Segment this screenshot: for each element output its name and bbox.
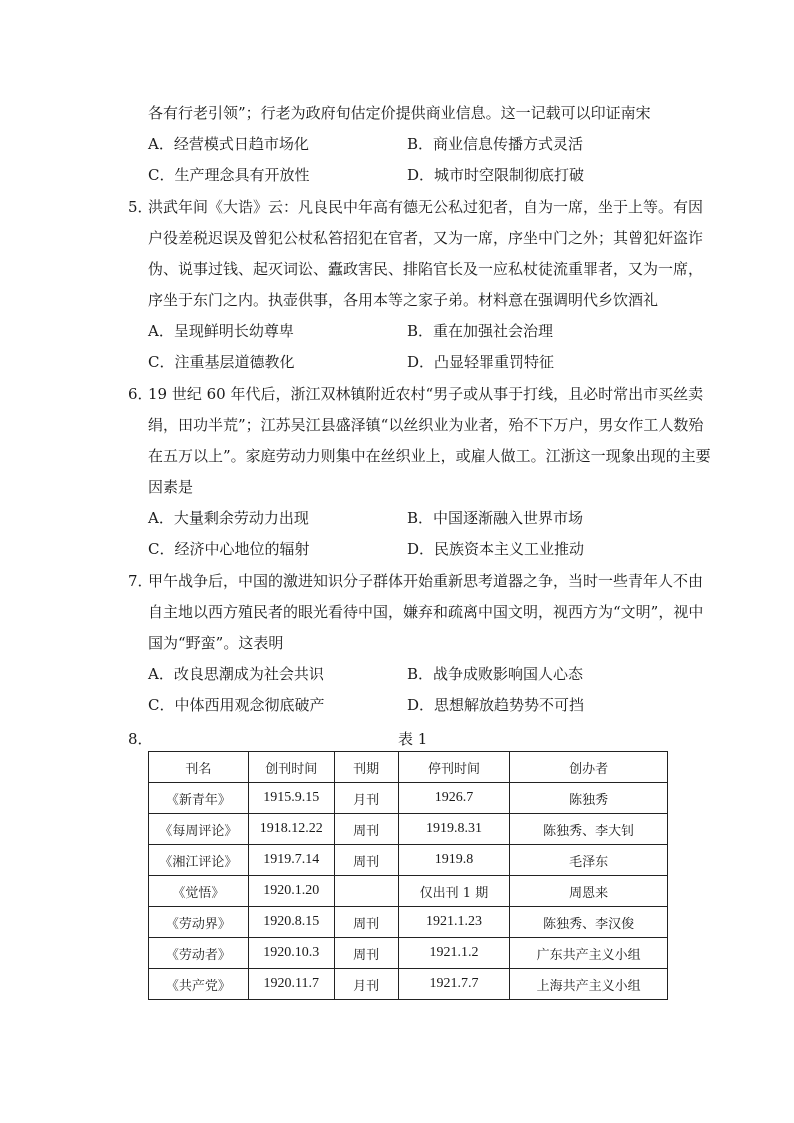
table-cell: 月刊 <box>334 969 398 1000</box>
q6-option-a: A．大量剩余劳动力出现 <box>148 509 309 527</box>
table-cell: 1921.1.23 <box>398 907 510 938</box>
q6-stem-line-1: 19 世纪 60 年代后，浙江双林镇附近农村“男子或从事于打线，且必时常出市买丝卖 <box>148 385 704 403</box>
table-cell: 周刊 <box>334 845 398 876</box>
table-cell: 1918.12.22 <box>248 814 334 845</box>
table-cell: 周刊 <box>334 907 398 938</box>
q4-stem-line: 各有行老引领”；行老为政府旬估定价提供商业信息。这一记载可以印证南宋 <box>148 104 651 122</box>
q4-option-b: B．商业信息传播方式灵活 <box>407 135 584 153</box>
table-cell: 广东共产主义小组 <box>510 938 668 969</box>
q6-stem-line-3: 在五万以上”。家庭劳动力则集中在丝织业上，或雇人做工。江浙这一现象出现的主要 <box>148 447 711 465</box>
q6-number: 6． <box>128 385 153 403</box>
table-row <box>149 969 668 1000</box>
table-cell: 《每周评论》 <box>149 814 249 845</box>
q7-stem-line-2: 自主地以西方殖民者的眼光看待中国，嫌弃和疏离中国文明，视西方为“文明”，视中 <box>148 603 704 621</box>
q4-option-c: C．生产理念具有开放性 <box>148 166 310 184</box>
table-cell: 周恩来 <box>510 876 668 907</box>
table-cell: 1919.7.14 <box>248 845 334 876</box>
table-cell: 《湘江评论》 <box>149 845 249 876</box>
table-cell: 周刊 <box>334 938 398 969</box>
q5-stem-line-3: 伪、说事过钱、起灭词讼、蠹政害民、排陷官长及一应私杖徒流重罪者，又为一席， <box>148 260 704 278</box>
header-cell: 刊名 <box>149 752 249 783</box>
q4-option-a: A．经营模式日趋市场化 <box>148 135 309 153</box>
q5-stem-line-2: 户役差税迟误及曾犯公杖私笞招犯在官者，又为一席，序坐中门之外；其曾犯奸盗诈 <box>148 229 704 247</box>
table-cell: 陈独秀 <box>510 783 668 814</box>
q6-option-d: D．民族资本主义工业推动 <box>407 540 585 558</box>
table-cell: 1920.10.3 <box>248 938 334 969</box>
q7-stem-line-1: 甲午战争后，中国的激进知识分子群体开始重新思考道器之争，当时一些青年人不由 <box>148 572 704 590</box>
table-cell: 1919.8 <box>398 845 510 876</box>
q8-number: 8． <box>128 730 153 748</box>
table-cell: 《劳动者》 <box>149 938 249 969</box>
table-cell: 上海共产主义小组 <box>510 969 668 1000</box>
table-cell: 1920.11.7 <box>248 969 334 1000</box>
header-cell: 停刊时间 <box>398 752 510 783</box>
q7-option-a: A．改良思潮成为社会共识 <box>148 665 324 683</box>
table-cell: 1920.8.15 <box>248 907 334 938</box>
q5-option-a: A．呈现鲜明长幼尊卑 <box>148 322 294 340</box>
header-cell: 创刊时间 <box>248 752 334 783</box>
q6-option-c: C．经济中心地位的辐射 <box>148 540 310 558</box>
q5-option-b: B．重在加强社会治理 <box>407 322 554 340</box>
periodicals-table <box>148 751 668 1000</box>
table-row <box>149 938 668 969</box>
table-row <box>149 783 668 814</box>
q6-stem-line-4: 因素是 <box>148 478 194 496</box>
q5-stem-line-4: 序坐于东门之内。执壶供事，各用本等之家子弟。材料意在强调明代乡饮酒礼 <box>148 291 659 309</box>
table-row <box>149 876 668 907</box>
header-cell: 刊期 <box>334 752 398 783</box>
table-cell: 1920.1.20 <box>248 876 334 907</box>
q7-number: 7． <box>128 572 153 590</box>
table-cell: 《劳动界》 <box>149 907 249 938</box>
q7-option-b: B．战争成败影响国人心态 <box>407 665 584 683</box>
table-cell: 月刊 <box>334 783 398 814</box>
table-cell <box>334 876 398 907</box>
table-cell: 仅出刊 1 期 <box>398 876 510 907</box>
table-cell: 周刊 <box>334 814 398 845</box>
q6-stem-line-2: 绢，田功半荒”；江苏吴江县盛泽镇“以丝织业为业者，殆不下万户，男女作工人数殆 <box>148 416 704 434</box>
q7-option-d: D．思想解放趋势势不可挡 <box>407 696 585 714</box>
q7-stem-line-3: 国为“野蛮”。这表明 <box>148 634 284 652</box>
table-cell: 陈独秀、李汉俊 <box>510 907 668 938</box>
table-cell: 1921.7.7 <box>398 969 510 1000</box>
q7-option-c: C．中体西用观念彻底破产 <box>148 696 325 714</box>
q5-option-d: D．凸显轻罪重罚特征 <box>407 353 555 371</box>
table-row <box>149 814 668 845</box>
q6-option-b: B．中国逐渐融入世界市场 <box>407 509 584 527</box>
table-cell: 《新青年》 <box>149 783 249 814</box>
q5-option-c: C．注重基层道德教化 <box>148 353 295 371</box>
table-cell: 1926.7 <box>398 783 510 814</box>
table-cell: 毛泽东 <box>510 845 668 876</box>
table-caption: 表 1 <box>398 730 428 748</box>
table-cell: 陈独秀、李大钊 <box>510 814 668 845</box>
q4-option-d: D．城市时空限制彻底打破 <box>407 166 585 184</box>
table-cell: 1915.9.15 <box>248 783 334 814</box>
q5-stem-line-1: 洪武年间《大诰》云：凡良民中年高有德无公私过犯者，自为一席，坐于上等。有因 <box>148 198 704 216</box>
header-cell: 创办者 <box>510 752 668 783</box>
table-header-row <box>149 752 668 783</box>
q5-number: 5． <box>128 198 153 216</box>
table-cell: 1921.1.2 <box>398 938 510 969</box>
table-cell: 1919.8.31 <box>398 814 510 845</box>
table-cell: 《共产党》 <box>149 969 249 1000</box>
table-row <box>149 907 668 938</box>
table-row <box>149 845 668 876</box>
table-cell: 《觉悟》 <box>149 876 249 907</box>
